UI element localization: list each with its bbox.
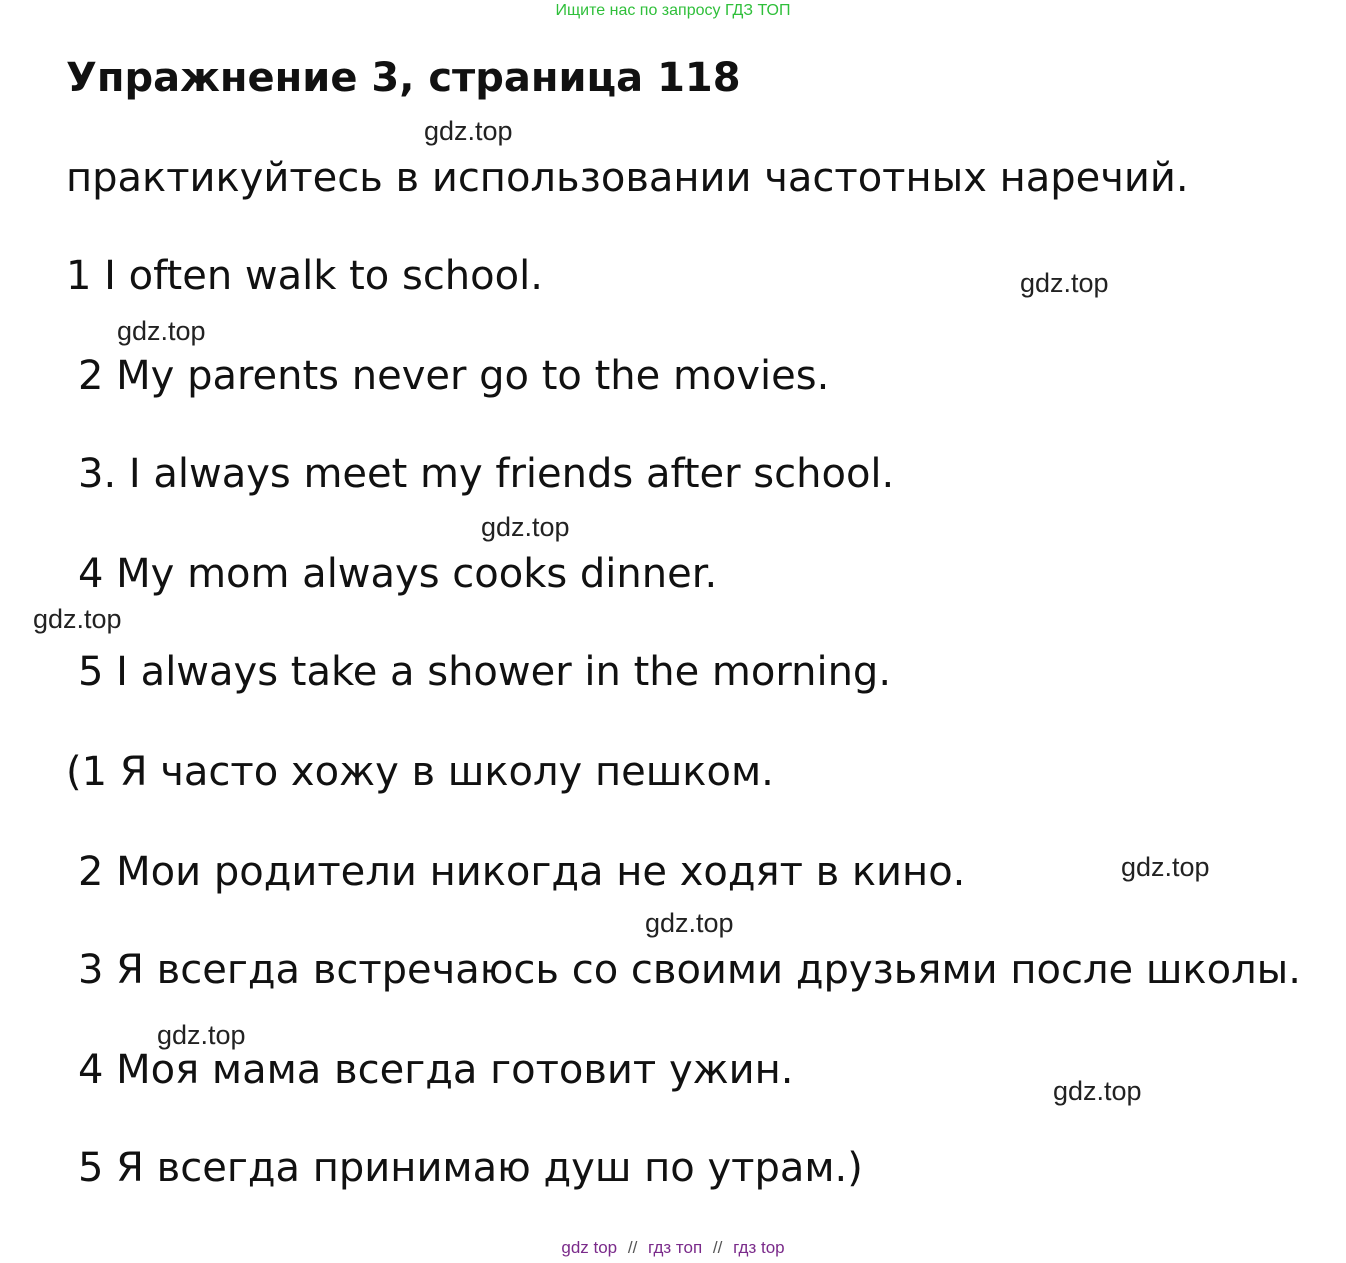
footer-separator: // xyxy=(712,1238,723,1257)
watermark: gdz.top xyxy=(157,1020,246,1050)
watermark: gdz.top xyxy=(1121,852,1210,882)
answer-ru-2: 2 Мои родители никогда не ходят в кино. xyxy=(78,849,966,895)
watermark: gdz.top xyxy=(481,512,570,542)
watermark: gdz.top xyxy=(117,316,206,346)
answer-en-3: 3. I always meet my friends after school. xyxy=(78,451,895,497)
answer-ru-1: (1 Я часто хожу в школу пешком. xyxy=(66,749,774,795)
footer-links xyxy=(0,1236,1346,1260)
page-title: Упражнение 3, страница 118 xyxy=(66,55,741,101)
footer-item: гдз топ xyxy=(648,1238,703,1257)
instruction-text: практикуйтесь в использовании частотных наречий. xyxy=(66,155,1189,201)
watermark: gdz.top xyxy=(1053,1076,1142,1106)
answer-ru-4: 4 Моя мама всегда готовит ужин. xyxy=(78,1047,794,1093)
watermark: gdz.top xyxy=(424,116,513,146)
watermark: gdz.top xyxy=(33,604,122,634)
answer-ru-5: 5 Я всегда принимаю душ по утрам.) xyxy=(78,1145,863,1191)
answer-en-5: 5 I always take a shower in the morning. xyxy=(78,649,892,695)
footer-separator: // xyxy=(627,1238,638,1257)
watermark: gdz.top xyxy=(1020,268,1109,298)
search-hint-banner: Ищите нас по запросу ГДЗ ТОП xyxy=(555,2,791,19)
watermark: gdz.top xyxy=(645,908,734,938)
footer-item: гдз top xyxy=(733,1238,785,1257)
answer-en-1: 1 I often walk to school. xyxy=(66,253,543,299)
answer-ru-3: 3 Я всегда встречаюсь со своими друзьями после школы. xyxy=(78,947,1301,993)
footer-item: gdz top xyxy=(561,1238,618,1257)
answer-en-4: 4 My mom always cooks dinner. xyxy=(78,551,718,597)
answer-en-2: 2 My parents never go to the movies. xyxy=(78,353,830,399)
